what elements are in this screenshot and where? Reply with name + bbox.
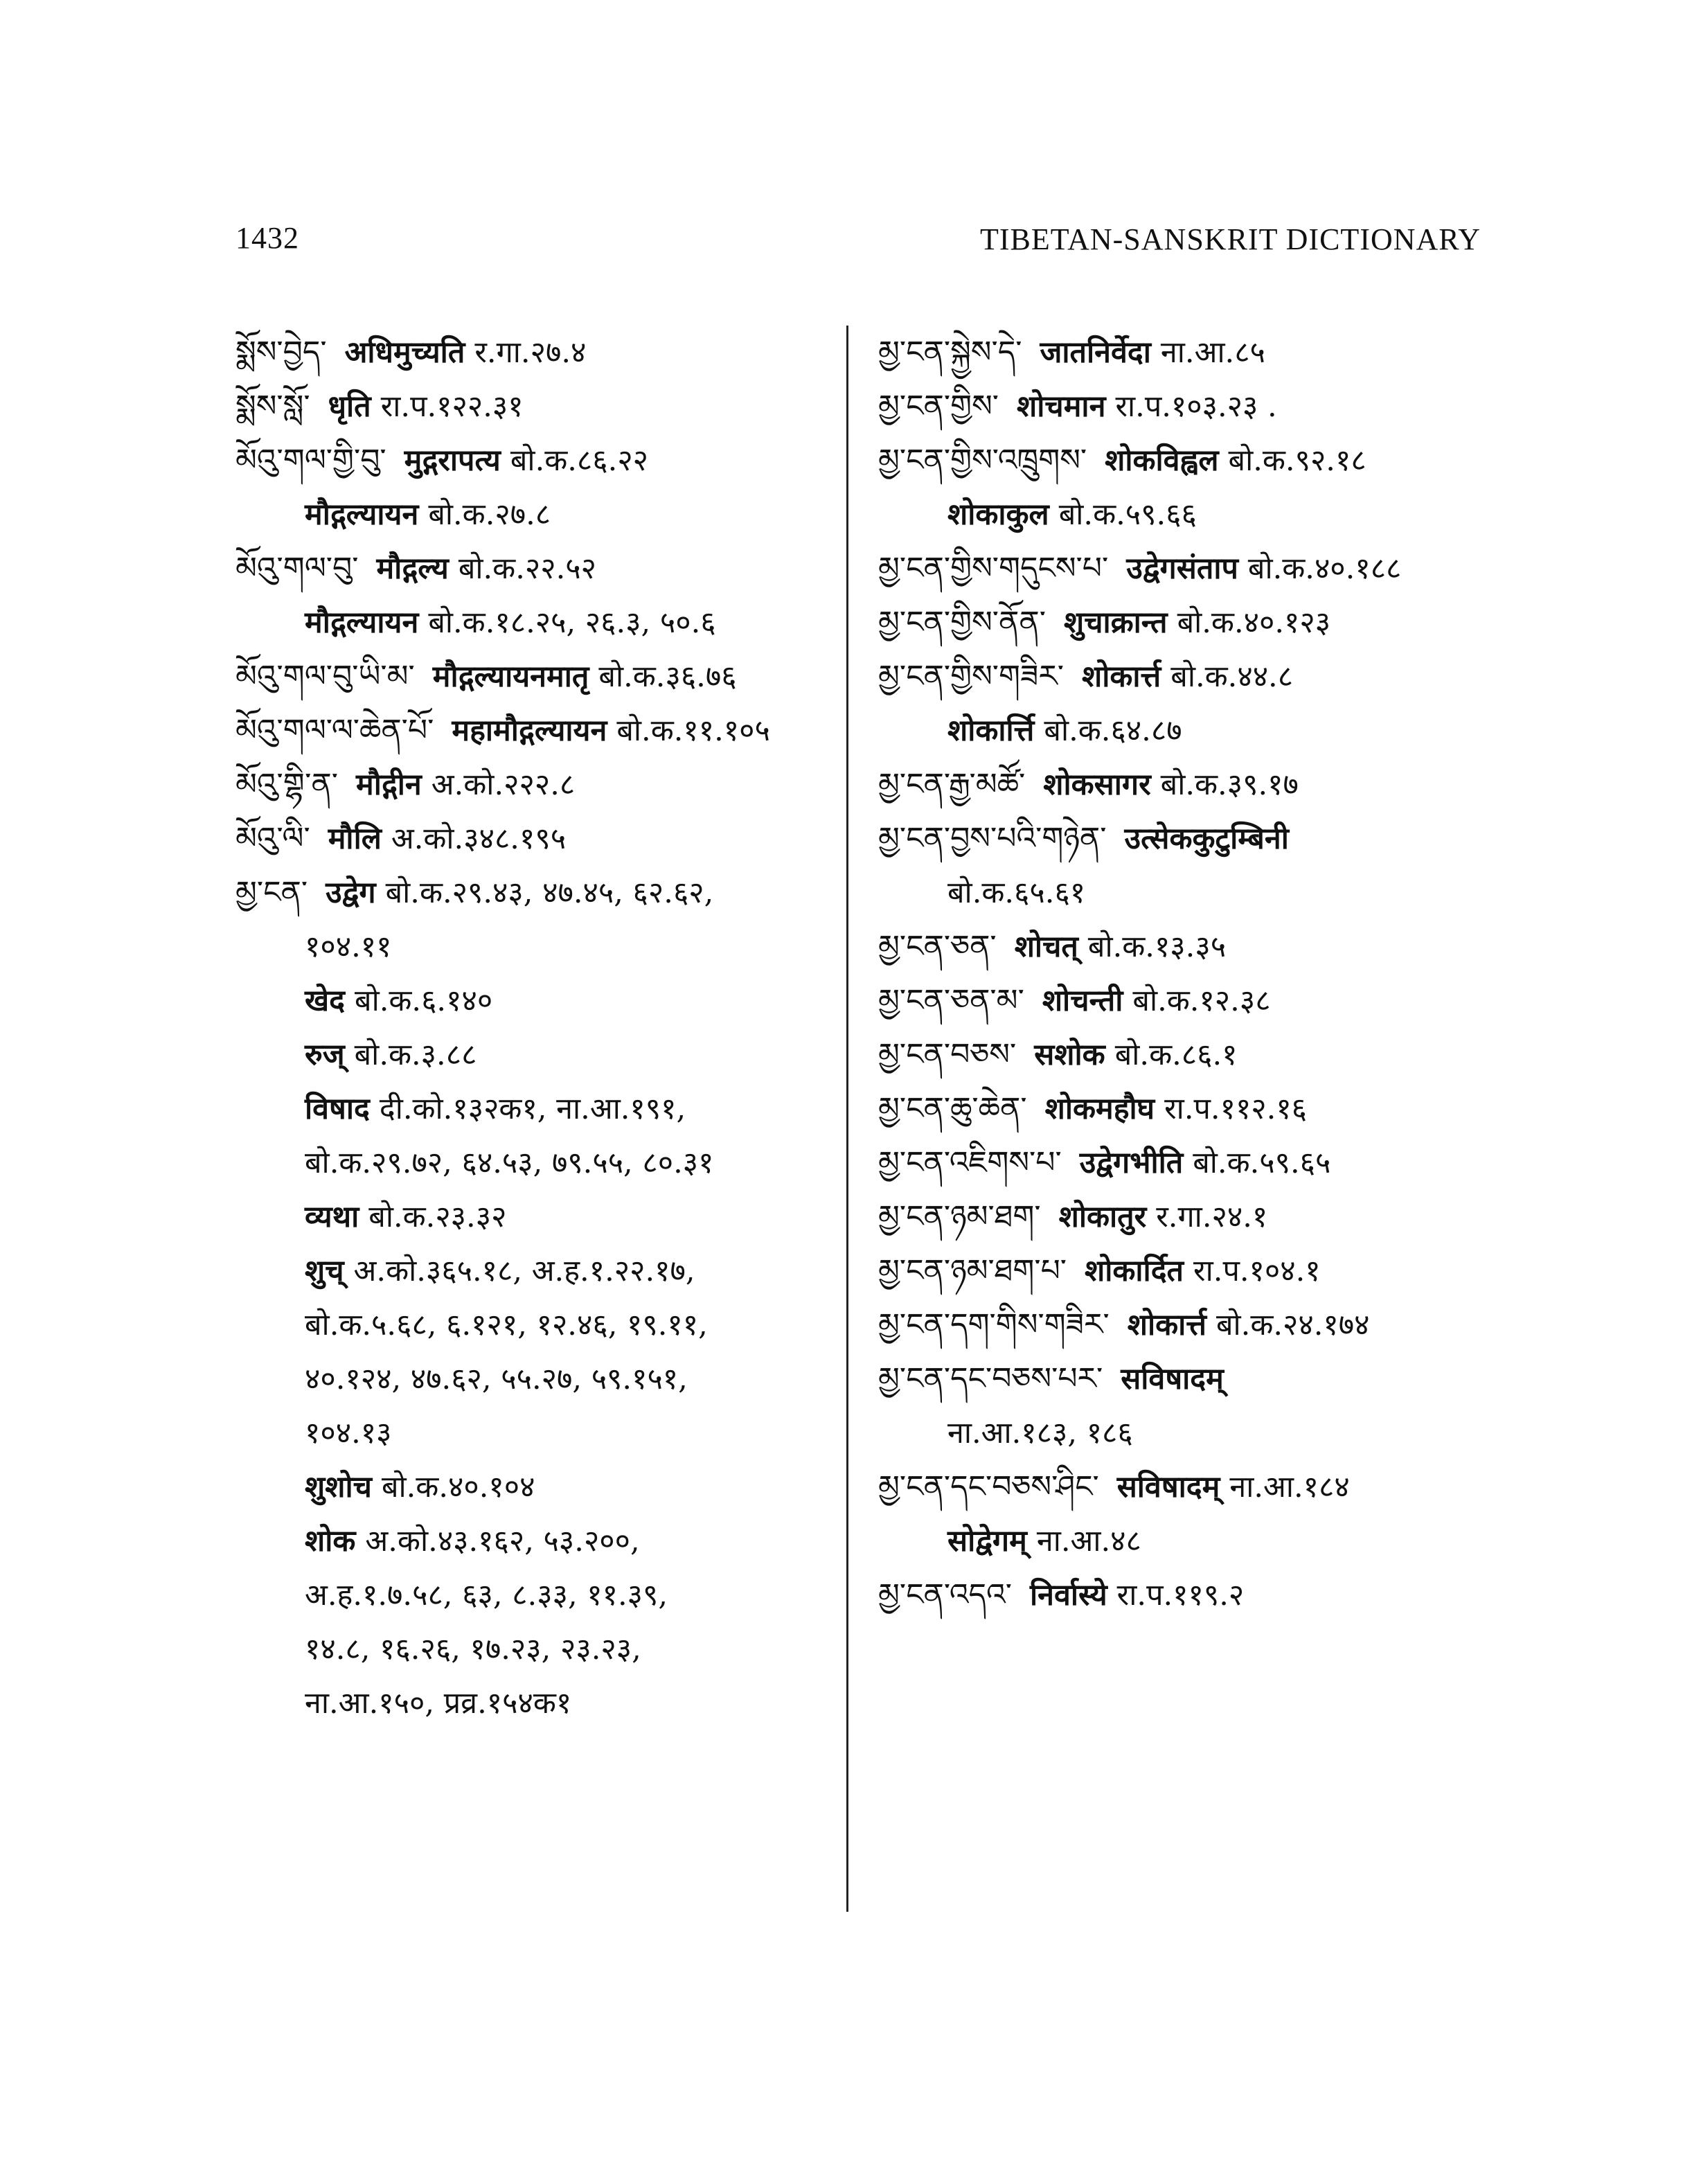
dictionary-entry-line bbox=[235, 1406, 845, 1460]
source-reference: ना.आ.१८४ bbox=[1229, 1470, 1350, 1504]
tibetan-headword: མྱ་ངན་ཉམ་ཐག་ bbox=[878, 1199, 1041, 1234]
sanskrit-equivalent: शोकार्दित bbox=[1085, 1254, 1184, 1288]
sanskrit-equivalent: विषाद bbox=[305, 1092, 370, 1126]
sanskrit-equivalent: शुच् bbox=[305, 1254, 344, 1288]
dictionary-entry-line bbox=[235, 488, 845, 542]
dictionary-entry-line bbox=[878, 1406, 1488, 1460]
source-reference: बो.क.८६.२२ bbox=[510, 443, 649, 478]
dictionary-entry-line bbox=[878, 704, 1488, 758]
dictionary-entry-line bbox=[878, 596, 1488, 650]
dictionary-entry-line bbox=[235, 434, 845, 488]
source-reference: ४०.१२४, ४७.६२, ५५.२७, ५९.१५१, bbox=[305, 1362, 688, 1396]
dictionary-entry-line bbox=[235, 1298, 845, 1352]
source-reference: बो.क.१२.३८ bbox=[1132, 984, 1271, 1018]
sanskrit-equivalent: सविषादम् bbox=[1116, 1470, 1220, 1504]
dictionary-entry-line bbox=[235, 1622, 845, 1676]
source-reference: रा.प.१०४.१ bbox=[1193, 1254, 1321, 1288]
dictionary-entry-line bbox=[235, 1190, 845, 1244]
sanskrit-equivalent: शुचाक्रान्त bbox=[1063, 605, 1168, 640]
source-reference: बो.क.४०.१०४ bbox=[381, 1470, 535, 1504]
dictionary-entry-line bbox=[235, 1676, 845, 1730]
dictionary-entry-line bbox=[235, 380, 845, 434]
tibetan-headword: མྱ་ངན་འཇིགས་པ་ bbox=[878, 1145, 1062, 1180]
dictionary-entry-line bbox=[878, 488, 1488, 542]
sanskrit-equivalent: शोकार्त्ति bbox=[947, 713, 1035, 748]
dictionary-entry-line bbox=[878, 650, 1488, 704]
tibetan-headword: མོའུ་ལི་ bbox=[235, 821, 310, 856]
source-reference: बो.क.२७.८ bbox=[428, 497, 551, 532]
tibetan-headword: མྱ་ངན་སྐྱེས་དེ་ bbox=[878, 335, 1022, 370]
source-reference: बो.क.९२.१८ bbox=[1228, 443, 1366, 478]
column-divider bbox=[846, 326, 848, 1912]
source-reference: ना.आ.१५०, प्रव्र.१५४क१ bbox=[305, 1686, 572, 1721]
dictionary-entry-line bbox=[235, 866, 845, 920]
sanskrit-equivalent: मौलि bbox=[328, 822, 382, 856]
dictionary-entry-line bbox=[878, 326, 1488, 380]
dictionary-entry-line bbox=[878, 866, 1488, 920]
sanskrit-equivalent: उत्सेककुटुम्बिनी bbox=[1124, 822, 1289, 856]
tibetan-headword: མྱ་ངན་འདའ་ bbox=[878, 1577, 1012, 1613]
source-reference: बो.क.४०.१८८ bbox=[1247, 551, 1402, 586]
sanskrit-equivalent: शोचमान bbox=[1017, 389, 1106, 424]
source-reference: बो.क.२४.१७४ bbox=[1215, 1308, 1370, 1342]
sanskrit-equivalent: अधिमुच्यति bbox=[344, 335, 465, 370]
tibetan-headword: མོའུ་གལ་བུ་ཡི་མ་ bbox=[235, 659, 415, 694]
source-reference: बो.क.४०.१२३ bbox=[1177, 605, 1331, 640]
source-reference: रा.प.१२२.३१ bbox=[380, 389, 524, 424]
sanskrit-equivalent: मौद्गल्यायन bbox=[305, 497, 419, 532]
source-reference: १४.८, १६.२६, १७.२३, २३.२३, bbox=[305, 1632, 641, 1667]
source-reference: अ.को.४३.१६२, ५३.२००, bbox=[365, 1524, 640, 1559]
sanskrit-equivalent: सोद्वेगम् bbox=[947, 1524, 1027, 1559]
tibetan-headword: མྱ་ངན་ཅན་ bbox=[878, 929, 997, 964]
source-reference: र.गा.२४.१ bbox=[1156, 1200, 1268, 1234]
sanskrit-equivalent: शोकार्त्त bbox=[1082, 659, 1161, 694]
dictionary-entry-line bbox=[878, 1028, 1488, 1082]
dictionary-entry-line bbox=[878, 1082, 1488, 1136]
dictionary-entry-line bbox=[878, 1568, 1488, 1622]
source-reference: रा.प.११९.२ bbox=[1116, 1578, 1245, 1613]
source-reference: बो.क.३६.७६ bbox=[598, 659, 737, 694]
source-reference: बो.क.६५.६१ bbox=[947, 876, 1086, 910]
sanskrit-equivalent: धृति bbox=[328, 389, 371, 424]
dictionary-entry-line bbox=[235, 1568, 845, 1622]
source-reference: बो.क.४४.८ bbox=[1170, 659, 1294, 694]
source-reference: बो.क.३.८८ bbox=[354, 1038, 477, 1072]
tibetan-headword: མོའུ་གྷི་ན་ bbox=[235, 767, 338, 802]
tibetan-headword: མྱ་ངན་གྱིས་འཁྲུགས་ bbox=[878, 443, 1087, 478]
sanskrit-equivalent: मुद्गरापत्य bbox=[404, 443, 501, 478]
source-reference: ना.आ.४८ bbox=[1036, 1524, 1141, 1559]
sanskrit-equivalent: शोकार्त्त bbox=[1127, 1308, 1206, 1342]
tibetan-headword: མོའུ་གལ་གྱི་བུ་ bbox=[235, 443, 386, 478]
source-reference: अ.को.३६५.१८, अ.ह.१.२२.१७, bbox=[353, 1254, 695, 1288]
sanskrit-equivalent: व्यथा bbox=[305, 1200, 359, 1234]
source-reference: ना.आ.१८३, १८६ bbox=[947, 1416, 1133, 1450]
page-number: 1432 bbox=[235, 221, 299, 255]
source-reference: बो.क.२२.५२ bbox=[458, 551, 596, 586]
sanskrit-equivalent: शोकमहौघ bbox=[1044, 1092, 1155, 1126]
sanskrit-equivalent: महामौद्गल्यायन bbox=[452, 713, 607, 748]
source-reference: अ.को.२२२.८ bbox=[431, 767, 576, 802]
tibetan-headword: སྨོས་བྱེད་ bbox=[235, 335, 327, 370]
tibetan-headword: སྨོས་སློ་ bbox=[235, 389, 310, 424]
source-reference: बो.क.२३.३२ bbox=[368, 1200, 507, 1234]
dictionary-entry-line bbox=[235, 974, 845, 1028]
tibetan-headword: མྱ་ངན་གྱིས་ནོན་ bbox=[878, 605, 1046, 640]
source-reference: र.गा.२७.४ bbox=[474, 335, 587, 370]
sanskrit-equivalent: सशोक bbox=[1034, 1038, 1105, 1072]
dictionary-entry-line bbox=[235, 1244, 845, 1298]
sanskrit-equivalent: मौद्गल्यायनमातृ bbox=[432, 659, 589, 694]
source-reference: बो.क.१८.२५, २६.३, ५०.६ bbox=[428, 605, 716, 640]
source-reference: बो.क.२९.७२, ६४.५३, ७९.५५, ८०.३१ bbox=[305, 1146, 714, 1180]
dictionary-entry-line bbox=[878, 1460, 1488, 1514]
source-reference: बो.क.११.१०५ bbox=[616, 713, 770, 748]
source-reference: दी.को.१३२क१, ना.आ.१९१, bbox=[379, 1092, 686, 1126]
source-reference: बो.क.५९.६६ bbox=[1058, 497, 1197, 532]
source-reference: बो.क.३९.१७ bbox=[1160, 767, 1299, 802]
dictionary-entry-line bbox=[235, 1460, 845, 1514]
tibetan-headword: མོའུ་གལ་བུ་ bbox=[235, 551, 359, 586]
source-reference: १०४.१३ bbox=[305, 1416, 392, 1450]
dictionary-entry-line bbox=[878, 434, 1488, 488]
sanskrit-equivalent: शोकविह्वल bbox=[1105, 443, 1219, 478]
dictionary-entry-line bbox=[235, 1028, 845, 1082]
sanskrit-equivalent: शोक bbox=[305, 1524, 356, 1559]
dictionary-entry-line bbox=[878, 974, 1488, 1028]
tibetan-headword: མྱ་ངན་གྱིས་གཟིར་ bbox=[878, 659, 1065, 694]
sanskrit-equivalent: शुशोच bbox=[305, 1470, 372, 1504]
sanskrit-equivalent: जातनिर्वेदा bbox=[1040, 335, 1151, 370]
source-reference: बो.क.५.६८, ६.१२१, १२.४६, १९.११, bbox=[305, 1308, 708, 1342]
tibetan-headword: མྱ་ངན་ཉམ་ཐག་པ་ bbox=[878, 1253, 1067, 1288]
source-reference: बो.क.६.१४० bbox=[355, 984, 493, 1018]
tibetan-headword: མྱ་ངན་དང་བཅས་པར་ bbox=[878, 1361, 1103, 1396]
source-reference: १०४.११ bbox=[305, 930, 392, 964]
tibetan-headword: མྱ་ངན་ཅན་མ་ bbox=[878, 983, 1024, 1018]
source-reference: रा.प.११२.१६ bbox=[1164, 1092, 1308, 1126]
source-reference: रा.प.१०३.२३ . bbox=[1115, 389, 1277, 424]
dictionary-entry-line bbox=[878, 1514, 1488, 1568]
dictionary-entry-line bbox=[878, 758, 1488, 812]
source-reference: अ.ह.१.७.५८, ६३, ८.३३, ११.३९, bbox=[305, 1578, 668, 1613]
dictionary-entry-line bbox=[235, 812, 845, 866]
dictionary-entry-line bbox=[235, 1082, 845, 1136]
dictionary-entry-line bbox=[235, 1136, 845, 1190]
tibetan-headword: མྱ་ངན་བྱས་པའི་གཉེན་ bbox=[878, 821, 1107, 856]
sanskrit-equivalent: मौद्गल्यायन bbox=[305, 605, 419, 640]
tibetan-headword: མྱ་ངན་ཆུ་ཆེན་ bbox=[878, 1091, 1027, 1126]
sanskrit-equivalent: उद्वेगभीति bbox=[1079, 1146, 1184, 1180]
dictionary-entry-line bbox=[235, 650, 845, 704]
sanskrit-equivalent: शोचत् bbox=[1014, 930, 1078, 964]
sanskrit-equivalent: निर्वास्ये bbox=[1029, 1578, 1107, 1613]
sanskrit-equivalent: शोकातुर bbox=[1058, 1200, 1147, 1234]
sanskrit-equivalent: खेद bbox=[305, 984, 346, 1018]
sanskrit-equivalent: शोकसागर bbox=[1043, 767, 1151, 802]
source-reference: बो.क.१३.३५ bbox=[1087, 930, 1227, 964]
source-reference: अ.को.३४८.१९५ bbox=[391, 822, 567, 856]
left-column bbox=[235, 326, 845, 1730]
dictionary-entry-line bbox=[878, 1244, 1488, 1298]
dictionary-entry-line bbox=[878, 1190, 1488, 1244]
tibetan-headword: མྱ་ངན་གྱིས་གདུངས་པ་ bbox=[878, 551, 1109, 586]
dictionary-entry-line bbox=[235, 1352, 845, 1406]
dictionary-entry-line bbox=[878, 542, 1488, 596]
source-reference: ना.आ.८५ bbox=[1160, 335, 1265, 370]
tibetan-headword: མྱ་ངན་དག་གིས་གཟིར་ bbox=[878, 1307, 1110, 1342]
sanskrit-equivalent: रुज् bbox=[305, 1038, 345, 1072]
dictionary-entry-line bbox=[235, 704, 845, 758]
tibetan-headword: མྱ་ངན་བཅས་ bbox=[878, 1037, 1017, 1072]
source-reference: बो.क.२९.४३, ४७.४५, ६२.६२, bbox=[385, 876, 714, 910]
dictionary-entry-line bbox=[235, 326, 845, 380]
dictionary-entry-line bbox=[235, 542, 845, 596]
dictionary-entry-line bbox=[878, 1136, 1488, 1190]
dictionary-entry-line bbox=[878, 812, 1488, 866]
dictionary-entry-line bbox=[235, 1514, 845, 1568]
source-reference: बो.क.८६.१ bbox=[1114, 1038, 1238, 1072]
dictionary-entry-line bbox=[878, 920, 1488, 974]
dictionary-entry-line bbox=[235, 596, 845, 650]
tibetan-headword: མྱ་ངན་རྒྱ་མཚོ་ bbox=[878, 767, 1026, 802]
tibetan-headword: མོའུ་གལ་ལ་ཆེན་པོ་ bbox=[235, 713, 434, 748]
sanskrit-equivalent: उद्वेगसंताप bbox=[1126, 551, 1238, 586]
sanskrit-equivalent: मौद्गीन bbox=[355, 767, 422, 802]
tibetan-headword: མྱ་ངན་ bbox=[235, 875, 308, 910]
source-reference: बो.क.५९.६५ bbox=[1193, 1146, 1331, 1180]
sanskrit-equivalent: शोकाकुल bbox=[947, 497, 1049, 532]
tibetan-headword: མྱ་ངན་དང་བཅས་ཤིང་ bbox=[878, 1469, 1099, 1504]
sanskrit-equivalent: उद्वेग bbox=[326, 876, 376, 910]
dictionary-entry-line bbox=[235, 758, 845, 812]
tibetan-headword: མྱ་ངན་གྱིས་ bbox=[878, 389, 999, 424]
dictionary-entry-line bbox=[878, 1298, 1488, 1352]
dictionary-entry-line bbox=[878, 1352, 1488, 1406]
sanskrit-equivalent: सविषादम् bbox=[1121, 1362, 1224, 1396]
running-head: TIBETAN-SANSKRIT DICTIONARY bbox=[980, 222, 1481, 256]
dictionary-entry-line bbox=[235, 920, 845, 974]
dictionary-entry-line bbox=[878, 380, 1488, 434]
sanskrit-equivalent: शोचन्ती bbox=[1042, 984, 1123, 1018]
source-reference: बो.क.६४.८७ bbox=[1044, 713, 1182, 748]
sanskrit-equivalent: मौद्गल्य bbox=[376, 551, 449, 586]
right-column bbox=[878, 326, 1488, 1622]
